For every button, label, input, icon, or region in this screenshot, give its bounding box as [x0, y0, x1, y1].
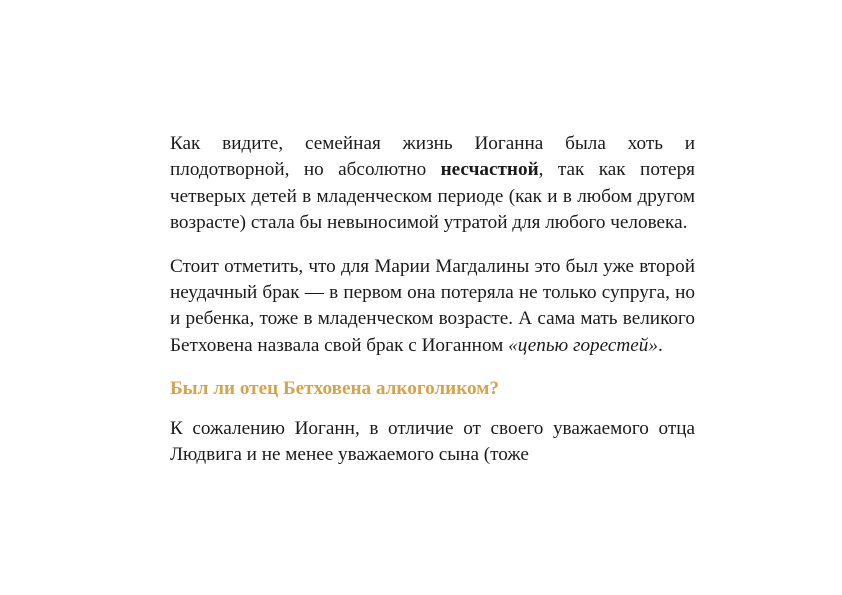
- paragraph-1-text-end: , так как потеря четверых детей в младенческом периоде (как и в любом другом возрасте) стала бы невыносимой утратой для любого человека.: [170, 159, 695, 234]
- paragraph-1-bold-word: несчастной: [440, 159, 539, 181]
- paragraph-2: [170, 254, 695, 360]
- paragraph-3: К сожалению Иоганн, в отличие от своего уважаемого отца Людвига и не менее уважаемого сына (тоже: [170, 417, 695, 466]
- text-body: [170, 131, 695, 485]
- paragraph-2-text-start: Стоит отметить, что для Марии Магдалины это был уже второй неудачный брак — в первом она потеряла не только супруга, но и ребенка, тоже в младенческом возрасте. А сама мать великого Бетховена назвала свой брак с Иоганном: [170, 255, 695, 356]
- section-heading: Был ли отец Бетховена алкоголиком?: [170, 378, 499, 400]
- paragraph-2-italic-quote: «цепью горестей»: [508, 334, 658, 356]
- paragraph-1-text-start: Как видите, семейная жизнь Иоганна была хоть и плодотворной, но абсолютно: [170, 133, 695, 181]
- paragraph-1: [170, 131, 695, 237]
- paragraph-2-text-end: .: [657, 334, 663, 356]
